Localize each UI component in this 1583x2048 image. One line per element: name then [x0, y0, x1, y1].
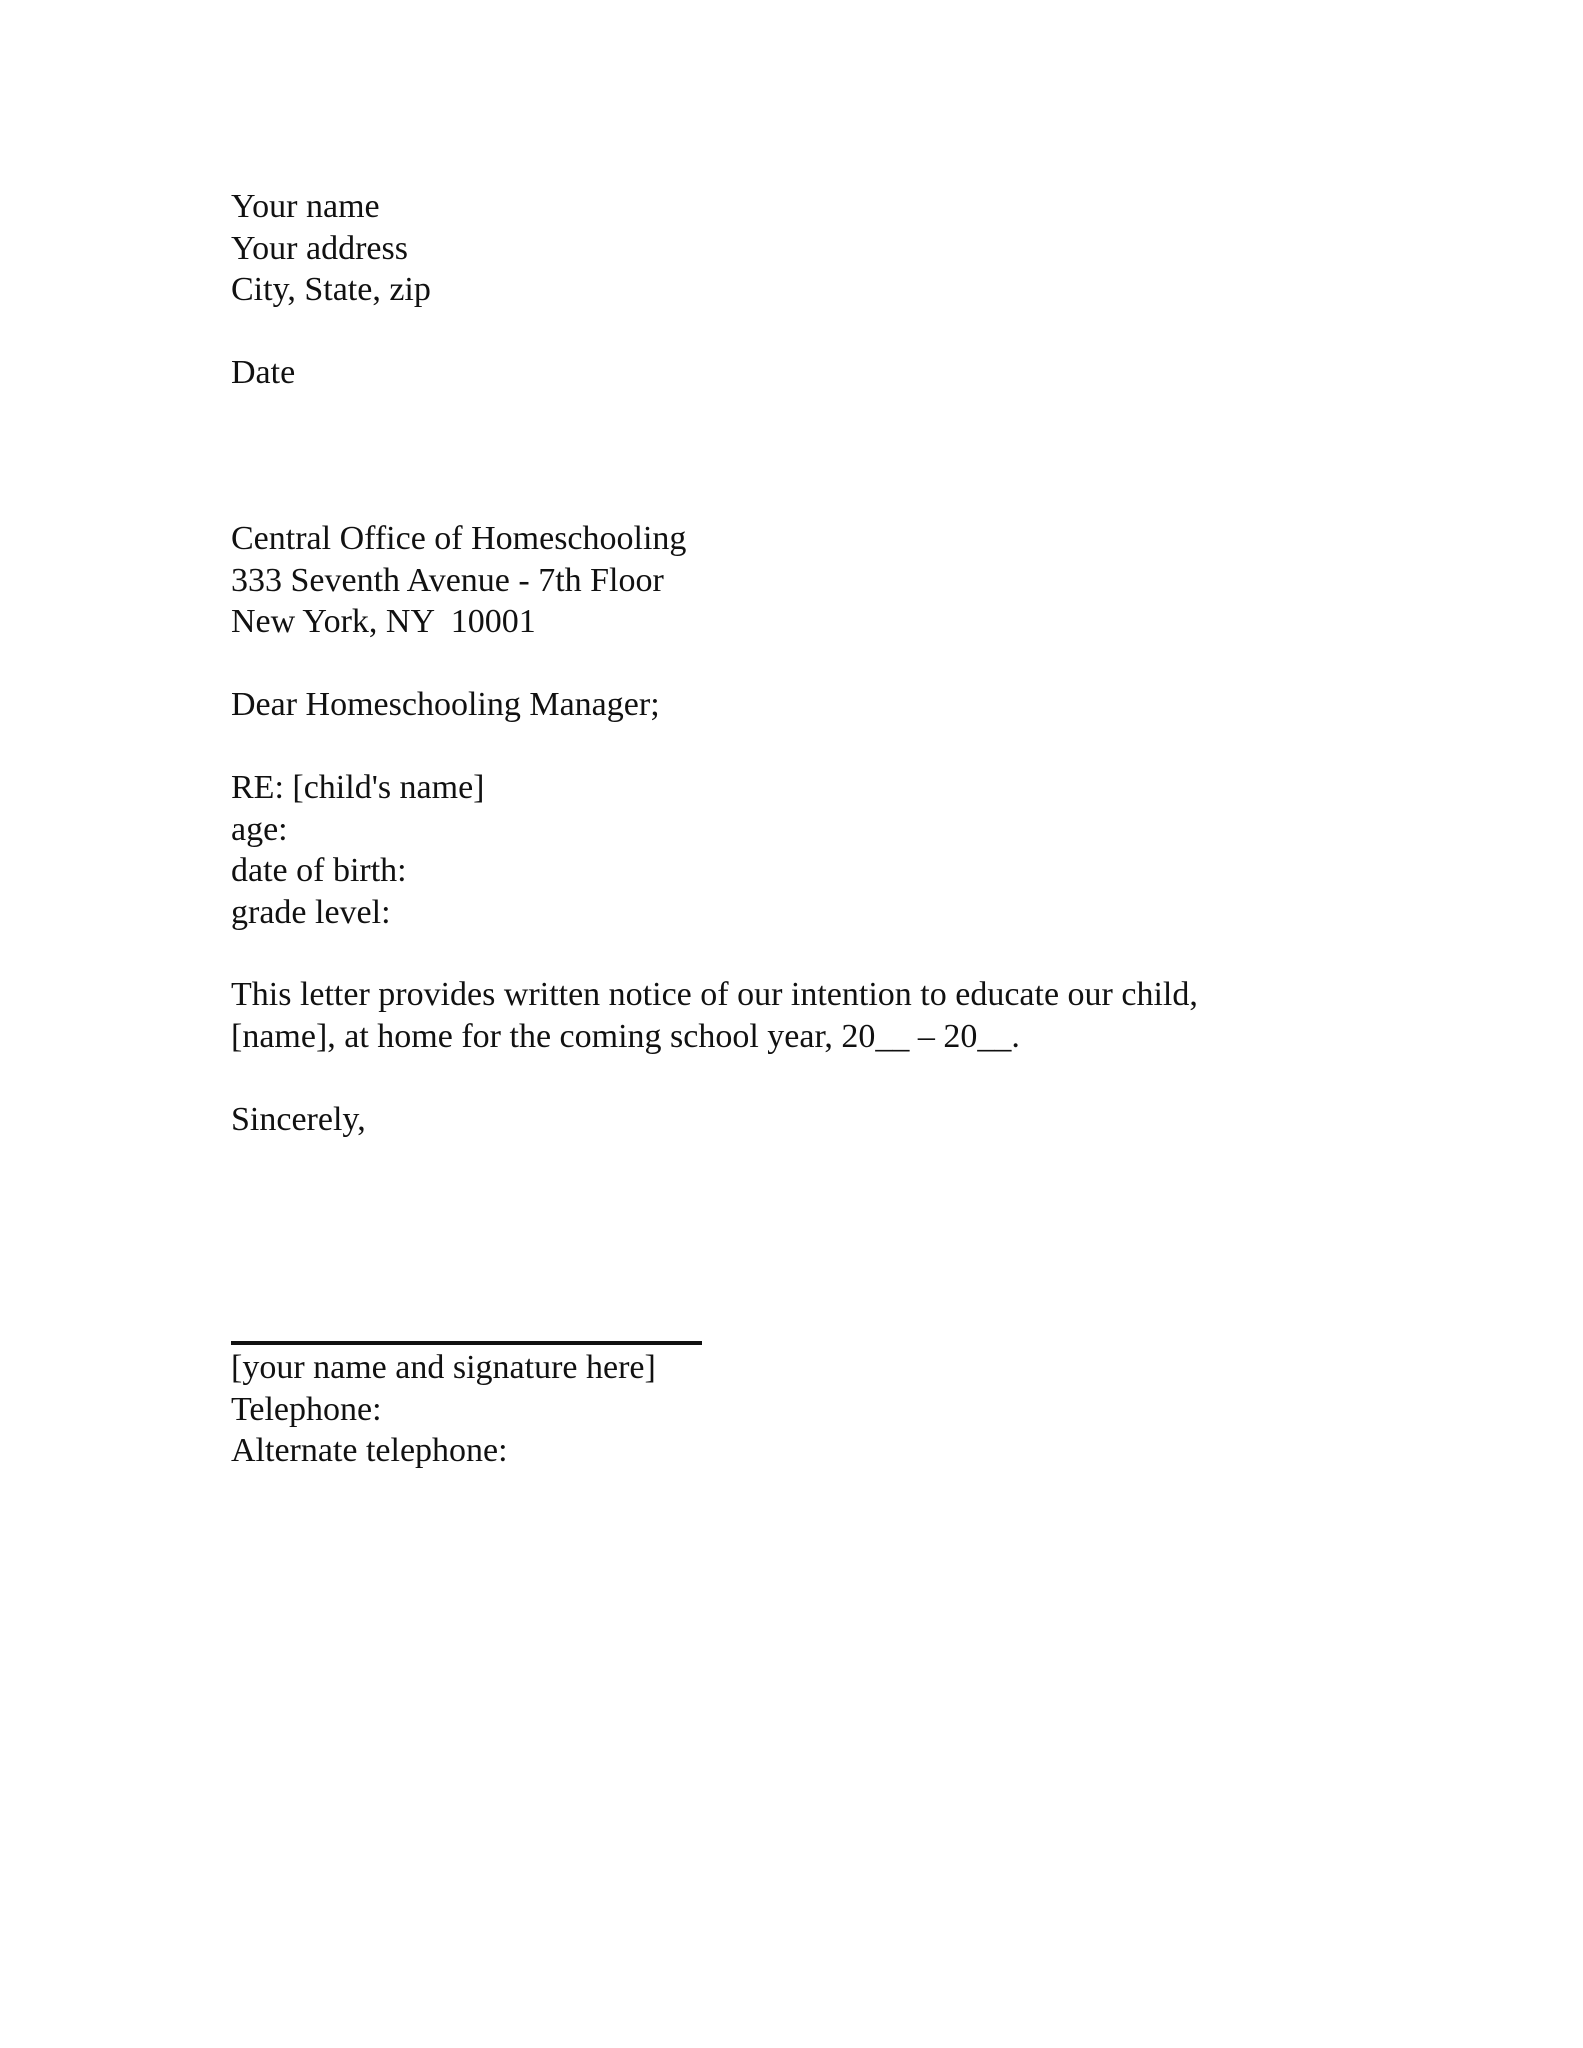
re-grade-level: grade level:	[231, 893, 391, 931]
alternate-telephone-label: Alternate telephone:	[231, 1432, 508, 1469]
salutation-block	[231, 684, 1431, 726]
signature-line	[231, 1341, 702, 1345]
body-paragraph	[231, 974, 1431, 1057]
re-block	[231, 767, 1431, 933]
letter-date: Date	[231, 354, 296, 391]
closing: Sincerely,	[231, 1101, 366, 1138]
sender-address: Your address	[231, 229, 408, 267]
sender-city-state-zip: City, State, zip	[231, 271, 431, 308]
salutation: Dear Homeschooling Manager;	[231, 686, 660, 723]
signature-block	[231, 1347, 1431, 1472]
recipient-org: Central Office of Homeschooling	[231, 520, 687, 557]
date-block	[231, 352, 1431, 394]
body-line-2: [name], at home for the coming school year, 20__ – 20__.	[231, 1017, 1020, 1055]
closing-block	[231, 1099, 1431, 1141]
sender-name: Your name	[231, 188, 380, 225]
telephone-label: Telephone:	[231, 1390, 382, 1428]
sender-address-block	[231, 186, 1431, 311]
re-date-of-birth: date of birth:	[231, 852, 407, 889]
recipient-address-block	[231, 518, 1431, 643]
recipient-street: 333 Seventh Avenue - 7th Floor	[231, 561, 664, 599]
recipient-city: New York, NY 10001	[231, 603, 536, 640]
signature-name: [your name and signature here]	[231, 1349, 656, 1386]
re-age: age:	[231, 810, 288, 848]
body-line-1: This letter provides written notice of our intention to educate our child,	[231, 976, 1198, 1013]
re-child-name: RE: [child's name]	[231, 769, 485, 806]
